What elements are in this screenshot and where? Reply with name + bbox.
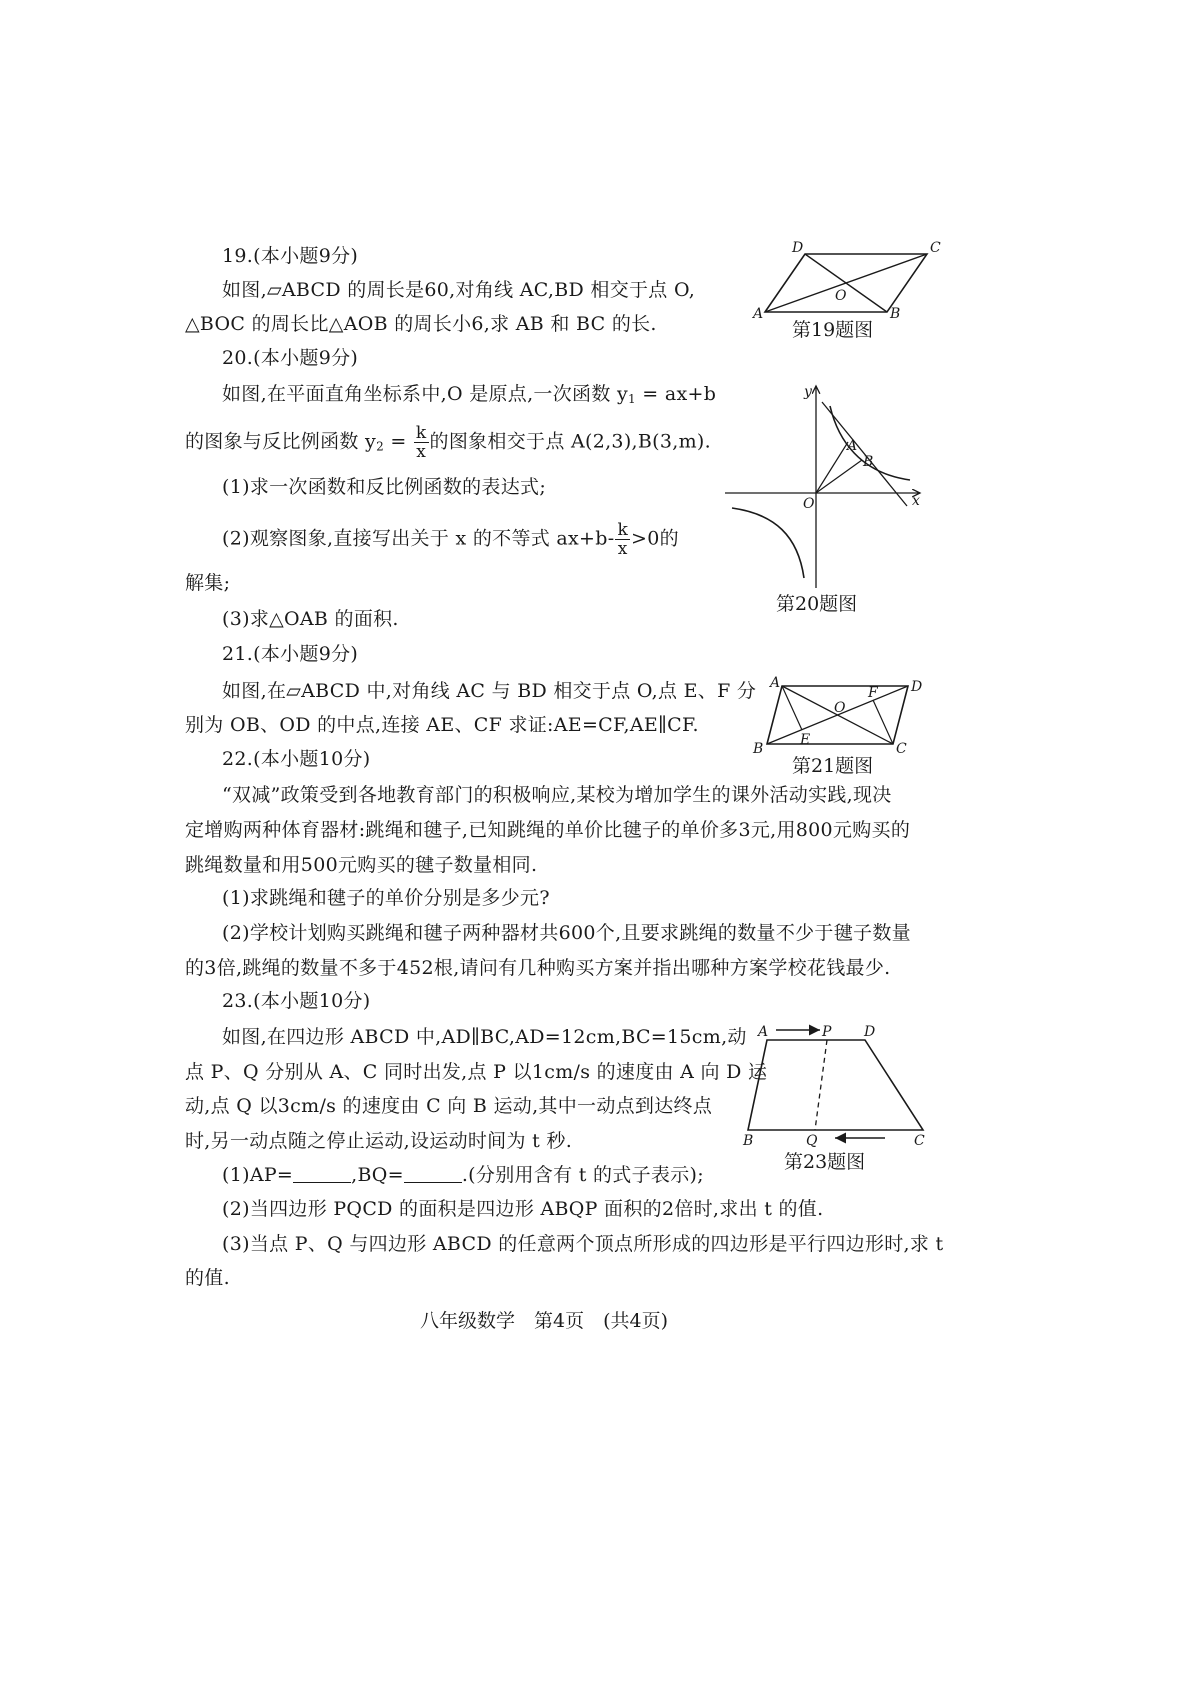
q23-part3-line2: 的值.: [185, 1267, 230, 1289]
q19-label-d: D: [792, 240, 804, 256]
q23-text-line4: 时,另一动点随之停止运动,设运动时间为 t 秒.: [185, 1130, 573, 1152]
q20-fraction-k-over-x: $\frac{k}{x}$: [415, 423, 427, 462]
q19-figure: [740, 230, 950, 320]
q19-figure-caption: 第19题图: [792, 319, 874, 341]
q23-figure-caption: 第23题图: [784, 1151, 866, 1173]
q21-label-b: B: [753, 741, 764, 757]
q20-heading: 20.(本小题9分): [222, 347, 359, 369]
q23-label-b: B: [743, 1133, 754, 1149]
q19-label-c: C: [930, 240, 941, 256]
q23-part3-line1: (3)当点 P、Q 与四边形 ABCD 的任意两个顶点所形成的四边形是平行四边形时,求 t: [222, 1233, 944, 1255]
q22-text-line2: 定增购两种体育器材:跳绳和毽子,已知跳绳的单价比毽子的单价多3元,用800元购买的: [185, 819, 911, 841]
q22-part2-line1: (2)学校计划购买跳绳和毽子两种器材共600个,且要求跳绳的数量不少于毽子数量: [222, 922, 911, 944]
q21-text-line1: 如图,在▱ABCD 中,对角线 AC 与 BD 相交于点 O,点 E、F 分: [222, 680, 757, 702]
q22-part2-line2: 的3倍,跳绳的数量不多于452根,请问有几种购买方案并指出哪种方案学校花钱最少.: [185, 957, 891, 979]
q20-part2-fraction: $\frac{k}{x}$: [617, 520, 629, 559]
q19-heading: 19.(本小题9分): [222, 245, 359, 267]
q20-segment-ob: [816, 460, 862, 493]
q19-label-a: A: [753, 306, 764, 322]
q23-label-d: D: [864, 1024, 876, 1040]
q20-hyperbola-branch-2: [732, 508, 804, 578]
q23-bq-blank[interactable]: [404, 1164, 462, 1183]
q21-label-e: E: [800, 732, 811, 748]
q19-text-line2: △BOC 的周长比△AOB 的周长小6,求 AB 和 BC 的长.: [185, 313, 657, 335]
q21-label-f: F: [868, 685, 878, 701]
q21-text-line2: 别为 OB、OD 的中点,连接 AE、CF 求证:AE=CF,AE∥CF.: [185, 714, 699, 736]
q20-label-o: O: [803, 496, 815, 512]
q19-label-b: B: [890, 306, 901, 322]
q20-part1: (1)求一次函数和反比例函数的表达式;: [222, 476, 547, 498]
q20-segment-oa: [816, 442, 848, 493]
q23-label-c: C: [914, 1133, 925, 1149]
q21-label-o: O: [834, 700, 846, 716]
q21-figure: [750, 672, 935, 757]
q23-text-line2: 点 P、Q 分别从 A、C 同时出发,点 P 以1cm/s 的速度由 A 向 D 运: [185, 1061, 768, 1083]
q23-label-p: P: [822, 1024, 832, 1040]
q21-label-c: C: [896, 741, 907, 757]
q21-label-d: D: [911, 679, 923, 695]
q21-segment-ae: [782, 686, 802, 730]
q20-label-y: y: [804, 384, 812, 400]
q20-part2-cont: 解集;: [185, 572, 231, 594]
q22-text-line1: “双减”政策受到各地教育部门的积极响应,某校为增加学生的课外活动实践,现决: [222, 784, 892, 806]
q19-text-line1: 如图,▱ABCD 的周长是60,对角线 AC,BD 相交于点 O,: [222, 279, 696, 301]
q21-label-a: A: [770, 675, 781, 691]
q20-figure-caption: 第20题图: [776, 593, 858, 615]
q20-part2: (2)观察图象,直接写出关于 x 的不等式 ax+b- $\frac{k}{x}$ >0的: [222, 520, 679, 559]
q23-text-line3: 动,点 Q 以3cm/s 的速度由 C 向 B 运动,其中一动点到达终点: [185, 1095, 713, 1117]
q19-label-o: O: [835, 288, 847, 304]
q20-figure: [720, 378, 935, 593]
q23-part1: (1)AP= ,BQ= .(分别用含有 t 的式子表示);: [222, 1164, 704, 1186]
q22-heading: 22.(本小题10分): [222, 748, 371, 770]
q20-text-line1: 如图,在平面直角坐标系中,O 是原点,一次函数 $y_1 = ax+b$: [222, 383, 717, 406]
q20-label-a: A: [847, 438, 858, 454]
q20-label-b: B: [863, 454, 874, 470]
q22-part1: (1)求跳绳和毽子的单价分别是多少元?: [222, 887, 550, 909]
q23-part2: (2)当四边形 PQCD 的面积是四边形 ABQP 面积的2倍时,求出 t 的值.: [222, 1198, 824, 1220]
q23-figure: [740, 1020, 935, 1155]
q23-text-line1: 如图,在四边形 ABCD 中,AD∥BC,AD=12cm,BC=15cm,动: [222, 1026, 747, 1048]
q20-part3: (3)求△OAB 的面积.: [222, 608, 399, 630]
q21-figure-caption: 第21题图: [792, 755, 874, 777]
q23-heading: 23.(本小题10分): [222, 990, 371, 1012]
q23-trapezoid: [748, 1040, 923, 1130]
q22-text-line3: 跳绳数量和用500元购买的毽子数量相同.: [185, 854, 538, 876]
q21-segment-cf: [873, 700, 893, 744]
q23-label-a: A: [758, 1024, 769, 1040]
q20-label-x: x: [912, 493, 920, 509]
q23-label-q: Q: [806, 1133, 818, 1149]
q21-heading: 21.(本小题9分): [222, 643, 359, 665]
q20-text-line2: 的图象与反比例函数 $y_2$ = $\frac{k}{x}$ 的图象相交于点 A(2,3),B(3,m).: [185, 423, 711, 462]
q23-segment-pq: [815, 1040, 827, 1130]
page-footer: 八年级数学 第4页 (共4页): [420, 1310, 669, 1332]
q23-ap-blank[interactable]: [293, 1164, 351, 1183]
